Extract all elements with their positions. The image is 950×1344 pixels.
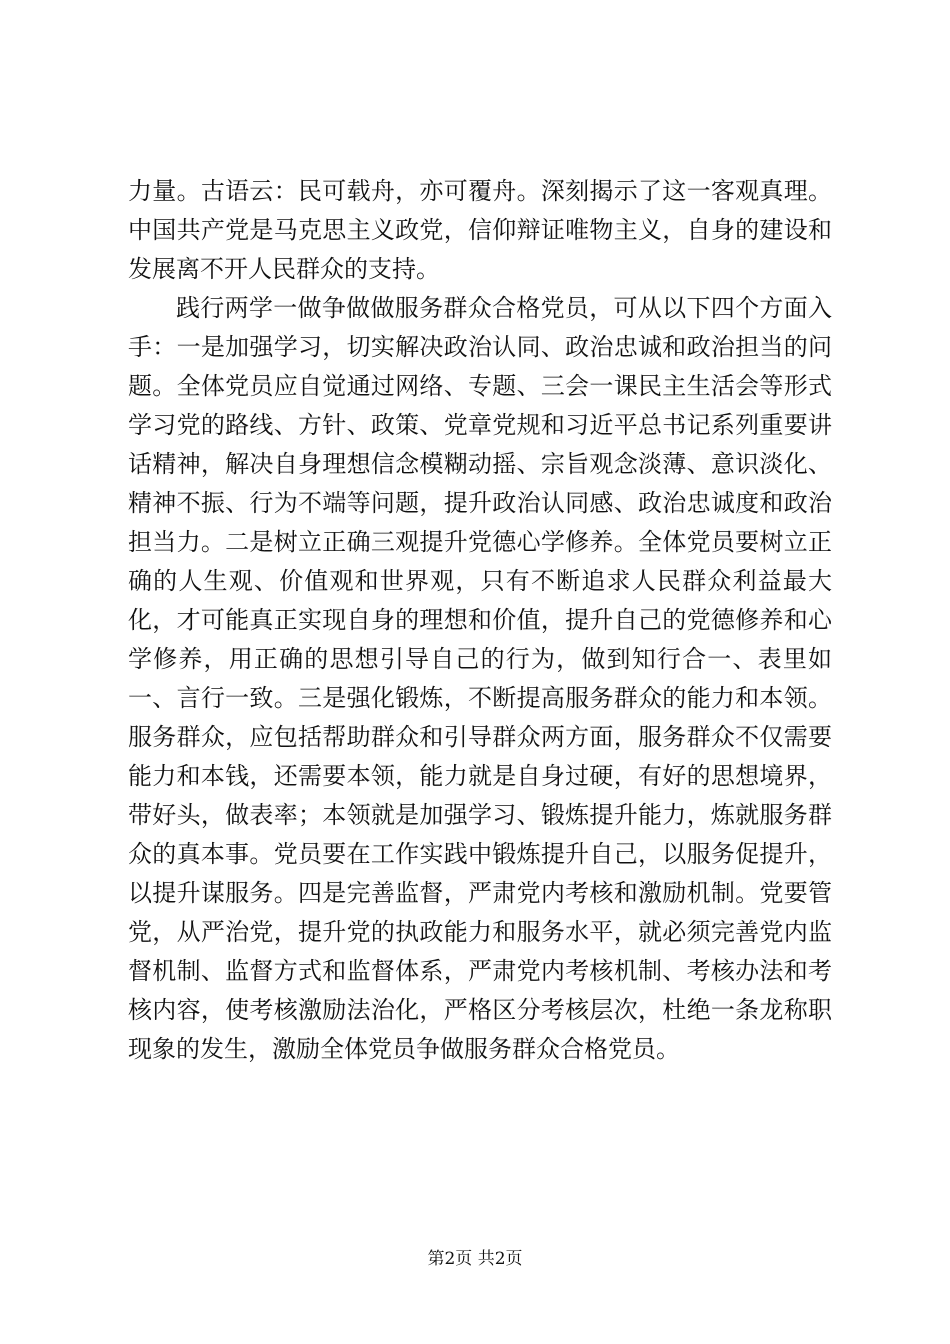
page-footer: 第2页 共2页: [427, 1249, 523, 1269]
paragraph-continuation: 力量。古语云：民可载舟，亦可覆舟。深刻揭示了这一客观真理。中国共产党是马克思主义政党，信仰辩证唯物主义，自身的建设和发展离不开人民群众的支持。: [128, 177, 832, 283]
paragraph-main: 践行两学一做争做做服务群众合格党员，可从以下四个方面入手：一是加强学习，切实解决政治认同、政治忠诚和政治担当的问题。全体党员应自觉通过网络、专题、三会一课民主生活会等形式学习党的路线、方针、政策、党章党规和习近平总书记系列重要讲话精神，解决自身理想信念模糊动摇、宗旨观念淡薄、意识淡化、精神不振、行为不端等问题，提升政治认同感、政治忠诚度和政治担当力。二是树立正确三观提升党德心学修养。全体党员要树立正确的人生观、价值观和世界观，只有不断追求人民群众利益最大化，才可能真正实现自身的理想和价值，提升自己的党德修养和心学修养，用正确的思想引导自己的行为，做到知行合一、表里如一、言行一致。三是强化锻炼，不断提高服务群众的能力和本领。服务群众，应包括帮助群众和引导群众两方面，服务群众不仅需要能力和本钱，还需要本领，能力就是自身过硬，有好的思想境界，带好头，做表率；本领就是加强学习、锻炼提升能力，炼就服务群众的真本事。党员要在工作实践中锻炼提升自己，以服务促提升，以提升谋服务。四是完善监督，严肃党内考核和激励机制。党要管党，从严治党，提升党的执政能力和服务水平，就必须完善党内监督机制、监督方式和监督体系，严肃党内考核机制、考核办法和考核内容，使考核激励法治化，严格区分考核层次，杜绝一条龙称职现象的发生，激励全体党员争做服务群众合格党员。: [128, 294, 832, 1063]
document-body: [128, 172, 832, 1069]
